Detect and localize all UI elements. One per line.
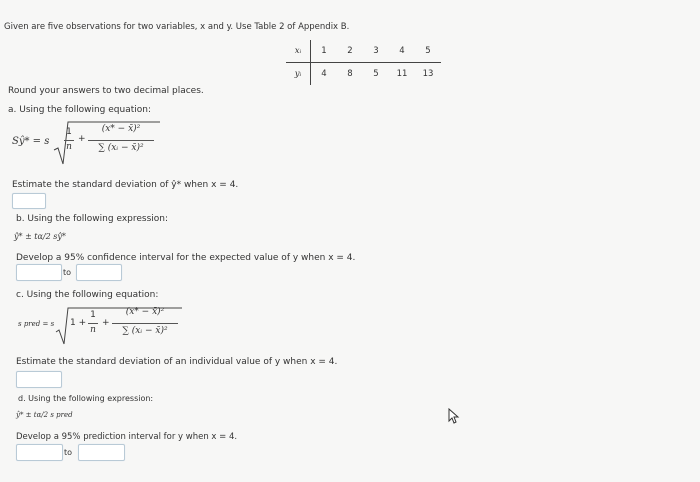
- table-row-x: [286, 40, 441, 63]
- part-b-expression: ŷ* ± tα/2 sŷ*: [14, 232, 66, 241]
- eq-a-plus: +: [78, 134, 86, 144]
- y-value: 11: [396, 69, 408, 79]
- y-value: 5: [373, 69, 379, 79]
- part-c-prompt: c. Using the following equation:: [16, 290, 159, 300]
- eq-a-frac1-bar: [64, 140, 74, 141]
- eq-c-lhs: s pred = s: [18, 320, 55, 328]
- answer-a-input[interactable]: [12, 193, 46, 209]
- pi-upper-input[interactable]: [78, 444, 125, 461]
- eq-c-frac1-bar: [88, 323, 98, 324]
- eq-c-den: ∑ (xᵢ − x̄)²: [122, 326, 168, 336]
- eq-a-num: (x* − x̄)²: [101, 124, 141, 134]
- part-a-prompt: a. Using the following equation:: [8, 105, 151, 115]
- x-value: 2: [347, 46, 353, 56]
- mouse-cursor-icon: [448, 408, 460, 424]
- part-d-expression: ŷ* ± tα/2 s pred: [16, 411, 73, 419]
- part-d-prompt: d. Using the following expression:: [18, 394, 154, 403]
- part-d-question: Develop a 95% prediction interval for y when x = 4.: [16, 432, 238, 442]
- y-value: 4: [321, 69, 327, 79]
- eq-c-one: 1 +: [70, 318, 87, 328]
- part-a-question: Estimate the standard deviation of ŷ* when x = 4.: [12, 180, 239, 190]
- x-label: xᵢ: [286, 40, 311, 63]
- x-value: 4: [399, 46, 405, 56]
- eq-c-frac1-num: 1: [90, 310, 96, 320]
- eq-a-lhs: Sŷ* = s: [12, 136, 50, 147]
- data-table: [286, 40, 441, 85]
- eq-a-frac-bar: [88, 140, 154, 141]
- y-value: 13: [422, 69, 434, 79]
- ci-lower-input[interactable]: [16, 264, 62, 281]
- y-value: 8: [347, 69, 353, 79]
- round-note: Round your answers to two decimal places.: [8, 86, 204, 96]
- ci-upper-input[interactable]: [76, 264, 122, 281]
- eq-a-den: ∑ (xᵢ − x̄)²: [98, 143, 144, 153]
- eq-a-frac1-num: 1: [66, 127, 72, 137]
- intro-text: Given are five observations for two variables, x and y. Use Table 2 of Appendix B.: [4, 22, 350, 32]
- y-label: yᵢ: [286, 63, 311, 86]
- eq-a-frac1-den: n: [66, 142, 72, 152]
- eq-c-plus: +: [102, 318, 110, 328]
- eq-c-num: (x* − x̄)²: [125, 307, 165, 317]
- x-value: 1: [321, 46, 327, 56]
- eq-c-frac-bar: [112, 323, 178, 324]
- x-value: 3: [373, 46, 379, 56]
- part-b-prompt: b. Using the following expression:: [16, 214, 169, 224]
- part-b-question: Develop a 95% confidence interval for the expected value of y when x = 4.: [16, 253, 356, 263]
- table-row-y: [286, 63, 441, 86]
- pi-to-label: to: [64, 448, 73, 457]
- x-value: 5: [425, 46, 431, 56]
- eq-c-frac1-den: n: [90, 325, 96, 335]
- pi-lower-input[interactable]: [16, 444, 63, 461]
- part-c-question: Estimate the standard deviation of an individual value of y when x = 4.: [16, 357, 338, 367]
- ci-to-label: to: [63, 268, 72, 277]
- answer-c-input[interactable]: [16, 371, 62, 388]
